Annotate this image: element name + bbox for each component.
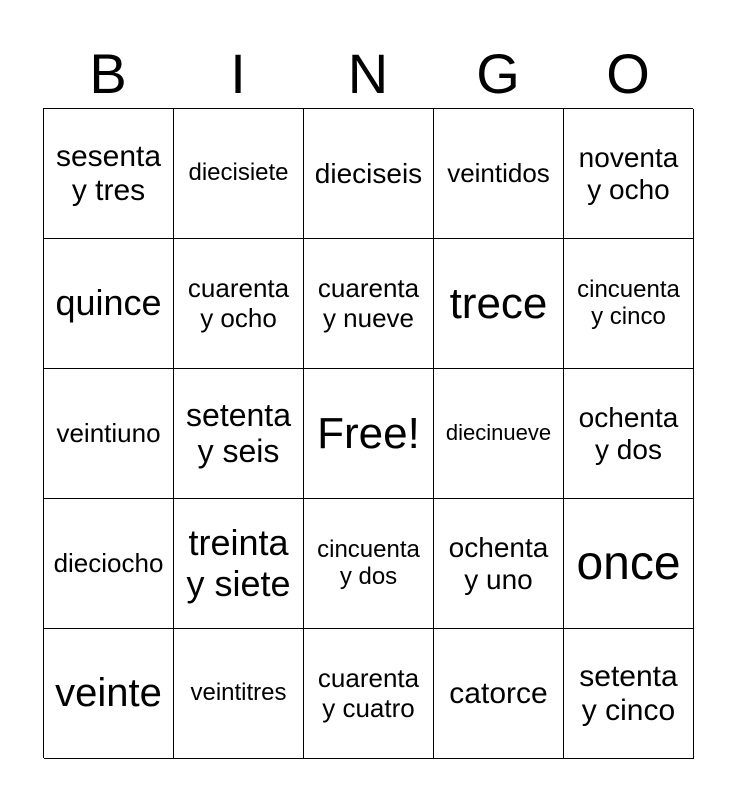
bingo-header [43,40,693,108]
cell-label: cincuenta y dos [317,535,420,590]
cell-label: setenta y seis [186,396,291,469]
bingo-cell-r5-c3[interactable] [304,629,434,759]
header-letter-i: I [230,42,246,105]
bingo-cell-r1-c3[interactable] [304,109,434,239]
bingo-cell-r2-c3[interactable] [304,239,434,369]
bingo-cell-r1-c1[interactable] [44,109,174,239]
cell-label: veintidos [447,157,550,188]
bingo-cell-r2-c5[interactable] [564,239,694,369]
bingo-cell-r1-c2[interactable] [174,109,304,239]
cell-label: dieciseis [314,157,423,189]
cell-label: veinte [55,671,162,716]
cell-label: noventa y ocho [578,142,679,205]
cell-label: cuarenta y ocho [187,273,290,333]
bingo-cell-r5-c2[interactable] [174,629,304,759]
cell-label: treinta y siete [186,522,291,604]
cell-label: ochenta y dos [578,402,679,465]
bingo-cell-r3-c2[interactable] [174,369,304,499]
bingo-cell-r2-c2[interactable] [174,239,304,369]
bingo-cell-r5-c5[interactable] [564,629,694,759]
bingo-cell-r2-c1[interactable] [44,239,174,369]
bingo-cell-r5-c4[interactable] [434,629,564,759]
bingo-cell-r5-c1[interactable] [44,629,174,759]
cell-label: veintiuno [56,417,161,448]
cell-label: veintitres [190,679,287,707]
cell-label: quince [55,282,162,324]
bingo-cell-r4-c3[interactable] [304,499,434,629]
bingo-cell-r1-c4[interactable] [434,109,564,239]
cell-label: cincuenta y cinco [577,275,680,330]
cell-label: diecinueve [445,420,552,446]
cell-label: diecisiete [188,159,289,187]
bingo-cell-r4-c1[interactable] [44,499,174,629]
cell-label: ochenta y uno [448,532,549,595]
bingo-cell-r3-c1[interactable] [44,369,174,499]
bingo-cell-r3-c4[interactable] [434,369,564,499]
bingo-cell-r2-c4[interactable] [434,239,564,369]
cell-label: once [576,536,681,590]
cell-label: cuarenta y nueve [317,273,420,333]
header-letter-b: B [89,42,127,105]
bingo-cell-r4-c4[interactable] [434,499,564,629]
bingo-cell-r1-c5[interactable] [564,109,694,239]
header-letter-n: N [347,42,389,105]
free-space: Free! [317,408,420,458]
bingo-board [43,108,693,758]
cell-label: trece [449,278,548,328]
bingo-cell-r4-c2[interactable] [174,499,304,629]
cell-label: catorce [449,676,548,710]
cell-label: cuarenta y cuatro [317,663,420,723]
bingo-cell-r4-c5[interactable] [564,499,694,629]
header-letter-g: G [476,42,520,105]
bingo-cell-r3-c5[interactable] [564,369,694,499]
cell-label: dieciocho [53,547,164,578]
bingo-cell-r3-c3[interactable] [304,369,434,499]
cell-label: setenta y cinco [579,659,678,727]
cell-label: sesenta y tres [55,139,162,207]
header-letter-o: O [606,42,650,105]
